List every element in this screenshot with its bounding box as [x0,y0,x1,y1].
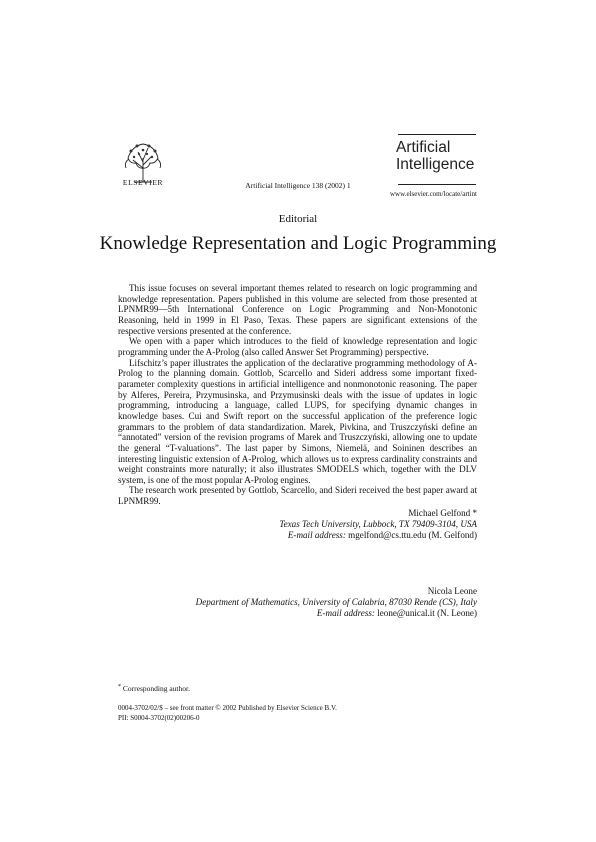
author-email-line [117,530,477,541]
journal-url[interactable]: www.elsevier.com/locate/artint [389,190,477,198]
author-name: Nicola Leone [427,586,477,596]
author-email-line [117,608,477,619]
paragraph: This issue focuses on several important themes related to research on logic programming and knowledge representation. Papers published in this volume are selected from those presented at LPNMR99—5th International Conference on Logic Programming and Non-Monotonic Reasoning, held in 1999 in El Paso, Texas. These papers are significant extensions of the respective versions presented at the conference. [118,283,477,336]
pii-line: PII: S0004-3702(02)00206-0 [118,714,200,722]
signature-block [117,508,477,541]
paragraph: We open with a paper which introduces to the field of knowledge representation and logic programming under the A-Prolog (also called Answer Set Programming) perspective. [118,336,477,357]
author-name: Michael Gelfond * [408,508,477,518]
paragraph: Lifschitz’s paper illustrates the application of the declarative programming methodology of A-Prolog to the planning domain. Gottlob, Scarcello and Sideri address some important fixed-parameter complexity questions in artificial intelligence and nonmonotonic reasoning. The paper by Alferes, Pereira, Przymusinska, and Przymusinski deals with the issue of updates in logic programming, introducing a language, called LUPS, for specifying dynamic changes in knowledge bases. Cui and Swift report on the successful application of the preference logic grammars to the problem of data standardization. Marek, Pivkina, and Truszczyński define an “annotated” version of the revision programs of Marek and Truszczyński, allowing one to update the general “T-valuations”. The last paper by Simons, Niemelä, and Soininen describes an interesting linguistic extension of A-Prolog, which allows us to express cardinality constraints and weight constraints more naturally; it also illustrates SMODELS which, together with the DLV system, is one of the most popular A-Prolog engines. [118,357,477,485]
publisher-name: ELSEVIER [122,178,164,187]
footnote [118,684,190,693]
article-body [118,283,477,507]
journal-reference: Artificial Intelligence 138 (2002) 1 [245,181,351,190]
copyright-block [118,703,337,723]
footnote-text: Corresponding author. [122,684,190,693]
author-affiliation: Department of Mathematics, University of Calabria, 87030 Rende (CS), Italy [195,597,477,607]
paper-title: Knowledge Representation and Logic Programming [99,233,497,254]
section-label: Editorial [278,213,318,225]
author-email[interactable]: leone@unical.it (N. Leone) [377,608,477,618]
email-label: E-mail address: [316,608,375,618]
brand-title-line-2: Intelligence [396,156,475,173]
email-label: E-mail address: [287,530,346,540]
brand-title-line-1: Artificial [396,139,451,156]
copyright-line: 0004-3702/02/$ – see front matter © 2002 Published by Elsevier Science B.V. [118,704,337,712]
paragraph: The research work presented by Gottlob, Scarcello, and Sideri received the best paper award at LPNMR99. [118,485,477,507]
author-affiliation: Texas Tech University, Lubbock, TX 79409-3104, USA [279,519,477,529]
author-email[interactable]: mgelfond@cs.ttu.edu (M. Gelfond) [348,530,477,540]
signature-block [117,586,477,619]
brand-rule-bottom [398,184,476,185]
journal-brand-title [396,139,480,173]
footnote-marker: * [118,684,121,690]
brand-rule-top [398,134,476,135]
